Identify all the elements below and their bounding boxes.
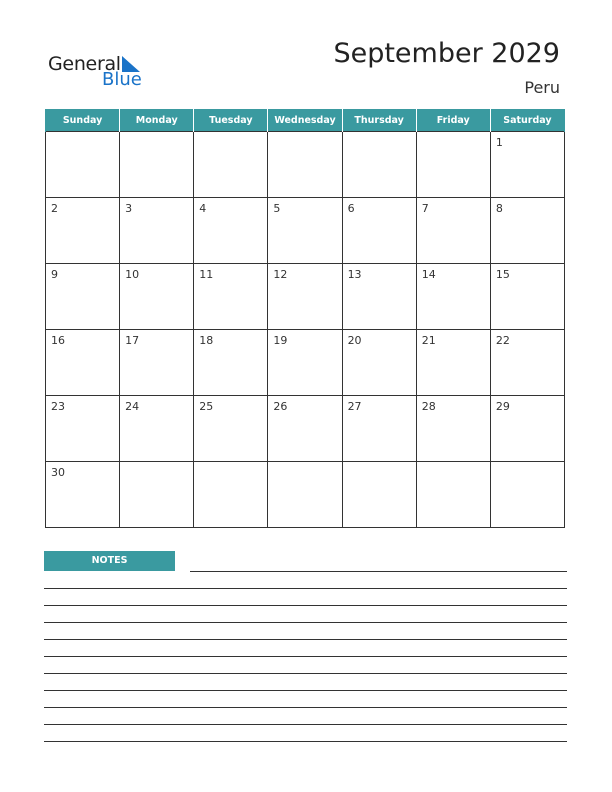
day-cell	[416, 132, 490, 198]
day-cell	[46, 330, 120, 396]
week-row	[46, 264, 565, 330]
day-cell	[268, 198, 342, 264]
day-cell	[416, 330, 490, 396]
country-name: Peru	[524, 78, 560, 97]
day-cell	[342, 396, 416, 462]
day-cell	[490, 198, 564, 264]
day-cell	[46, 132, 120, 198]
notes-line	[44, 622, 567, 623]
day-cell	[120, 330, 194, 396]
day-number: 28	[421, 400, 436, 413]
week-row	[46, 396, 565, 462]
day-cell	[120, 198, 194, 264]
weekday-header: Saturday	[490, 109, 564, 132]
day-cell	[120, 462, 194, 528]
day-cell	[120, 132, 194, 198]
day-number: 17	[125, 334, 140, 347]
day-number: 3	[125, 202, 133, 215]
day-number: 29	[495, 400, 510, 413]
day-number: 13	[347, 268, 362, 281]
day-number: 19	[273, 334, 288, 347]
day-cell	[416, 396, 490, 462]
day-cell	[490, 396, 564, 462]
notes-line	[44, 588, 567, 589]
day-number: 7	[421, 202, 429, 215]
day-cell	[342, 132, 416, 198]
weekday-header: Thursday	[342, 109, 416, 132]
notes-line	[44, 741, 567, 742]
day-number: 14	[421, 268, 436, 281]
notes-line	[44, 656, 567, 657]
brand-logo	[48, 52, 158, 92]
day-cell	[490, 330, 564, 396]
day-number: 5	[273, 202, 281, 215]
day-number: 26	[273, 400, 288, 413]
notes-line	[44, 724, 567, 725]
day-number: 4	[199, 202, 207, 215]
day-number: 30	[51, 466, 65, 479]
day-cell	[416, 198, 490, 264]
day-number: 22	[495, 334, 510, 347]
day-cell	[268, 396, 342, 462]
notes-line	[44, 605, 567, 606]
day-number: 15	[495, 268, 510, 281]
notes-line	[190, 571, 567, 572]
day-cell	[194, 132, 268, 198]
day-number: 1	[495, 136, 503, 149]
day-cell	[46, 264, 120, 330]
day-cell	[342, 264, 416, 330]
month-title: September 2029	[333, 38, 560, 69]
weekday-header: Monday	[120, 109, 194, 132]
day-cell	[46, 396, 120, 462]
day-cell	[342, 198, 416, 264]
day-number: 24	[125, 400, 140, 413]
day-number: 10	[125, 268, 140, 281]
day-number: 8	[495, 202, 503, 215]
week-row	[46, 198, 565, 264]
notes-label: NOTES	[44, 551, 175, 571]
day-number: 2	[51, 202, 58, 215]
day-cell	[268, 132, 342, 198]
day-cell	[120, 396, 194, 462]
day-cell	[46, 198, 120, 264]
weekday-header: Tuesday	[194, 109, 268, 132]
day-cell	[194, 198, 268, 264]
weekday-header: Friday	[416, 109, 490, 132]
day-number: 9	[51, 268, 58, 281]
day-cell	[46, 462, 120, 528]
day-cell	[120, 264, 194, 330]
notes-line	[44, 690, 567, 691]
notes-line	[44, 707, 567, 708]
day-number: 16	[51, 334, 65, 347]
day-number: 12	[273, 268, 288, 281]
weekday-header: Wednesday	[268, 109, 342, 132]
day-cell	[194, 462, 268, 528]
day-number: 21	[421, 334, 436, 347]
day-cell	[416, 264, 490, 330]
day-number: 18	[199, 334, 214, 347]
notes-line	[44, 639, 567, 640]
week-row	[46, 330, 565, 396]
day-cell	[268, 264, 342, 330]
day-cell	[342, 330, 416, 396]
weekday-header: Sunday	[46, 109, 120, 132]
logo-text-general: General	[48, 53, 121, 75]
day-cell	[194, 396, 268, 462]
day-number: 27	[347, 400, 362, 413]
day-cell	[490, 462, 564, 528]
calendar-grid	[45, 109, 565, 528]
notes-line	[44, 673, 567, 674]
day-number: 20	[347, 334, 362, 347]
day-cell	[268, 462, 342, 528]
day-cell	[342, 462, 416, 528]
day-number: 11	[199, 268, 214, 281]
day-cell	[194, 330, 268, 396]
day-cell	[416, 462, 490, 528]
logo-text-blue: Blue	[102, 69, 142, 90]
day-cell	[194, 264, 268, 330]
day-cell	[268, 330, 342, 396]
weekday-header-row	[46, 109, 565, 132]
week-row	[46, 132, 565, 198]
day-number: 23	[51, 400, 65, 413]
week-row	[46, 462, 565, 528]
day-number: 6	[347, 202, 355, 215]
day-cell	[490, 132, 564, 198]
day-number: 25	[199, 400, 214, 413]
day-cell	[490, 264, 564, 330]
